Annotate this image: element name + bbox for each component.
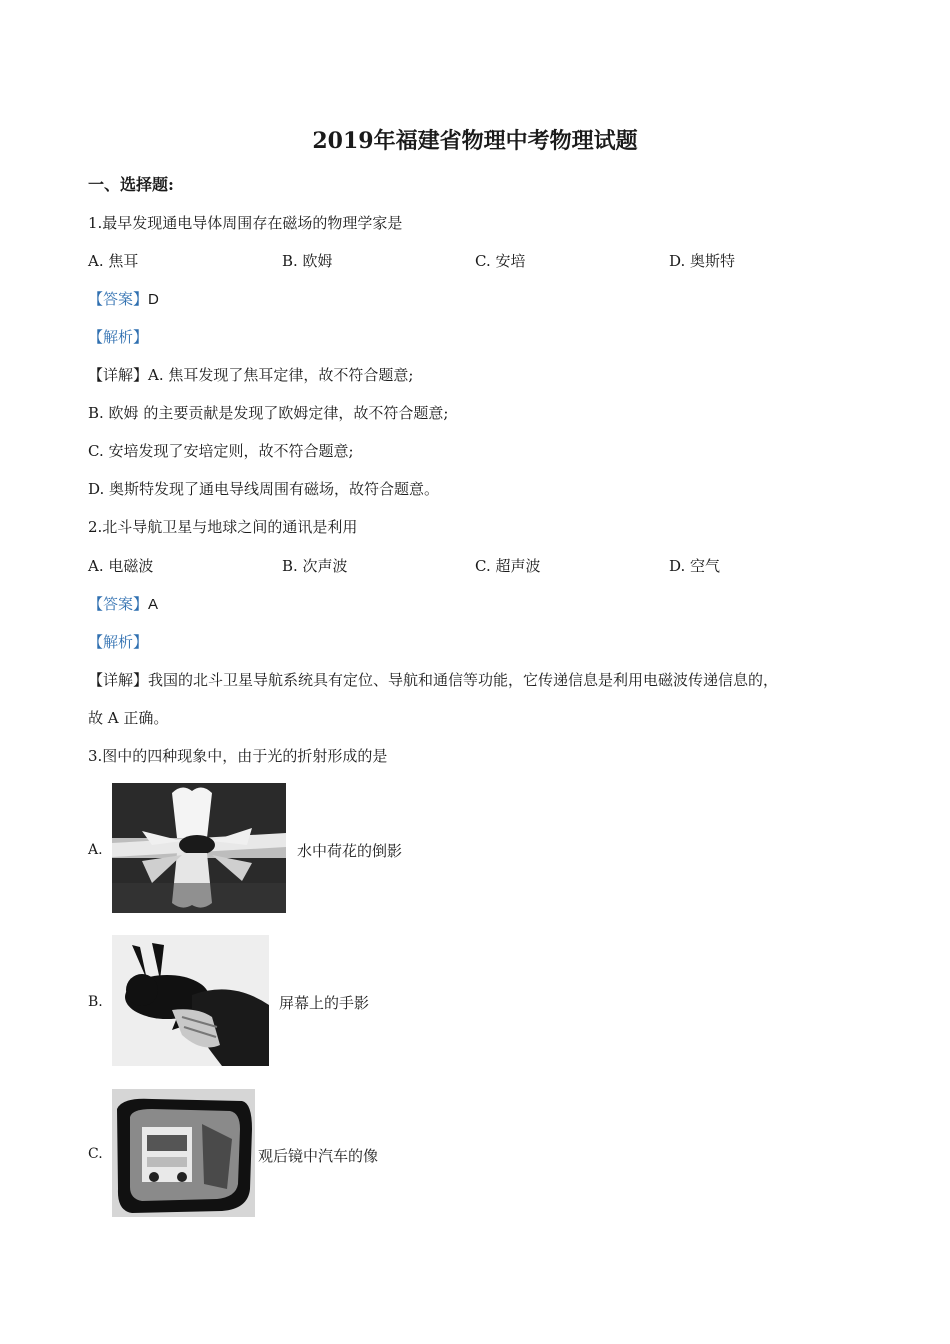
answer-value: D xyxy=(148,291,159,308)
q3-option-c-letter: C. xyxy=(88,1146,103,1162)
q1-detail-3: C. 安培发现了安培定则，故不符合题意; xyxy=(88,442,354,460)
q1-detail-4: D. 奥斯特发现了通电导线周围有磁场，故符合题意。 xyxy=(88,480,440,498)
rearview-mirror-image xyxy=(112,1089,255,1217)
q3-option-a-caption: 水中荷花的倒影 xyxy=(297,842,403,860)
q1-detail-1: 【详解】A. 焦耳发现了焦耳定律，故不符合题意; xyxy=(88,366,414,384)
answer-label: 【答案】 xyxy=(88,595,149,613)
q1-detail-2: B. 欧姆 的主要贡献是发现了欧姆定律，故不符合题意; xyxy=(88,404,449,422)
q2-answer xyxy=(88,593,158,614)
q3-option-b-caption: 屏幕上的手影 xyxy=(279,994,370,1012)
q2-option-c: C. 超声波 xyxy=(475,557,541,575)
hand-shadow-image xyxy=(112,935,269,1066)
q1-option-b: B. 欧姆 xyxy=(282,252,333,270)
q2-stem: 2.北斗导航卫星与地球之间的通讯是利用 xyxy=(88,518,358,536)
q2-option-a: A. 电磁波 xyxy=(88,557,154,575)
q3-option-c-caption: 观后镜中汽车的像 xyxy=(258,1147,379,1165)
q2-option-d: D. 空气 xyxy=(669,557,721,575)
q2-analysis-label: 【解析】 xyxy=(88,633,149,651)
q3-option-a-letter: A. xyxy=(88,842,103,858)
section-heading: 一、选择题: xyxy=(88,175,174,194)
q1-option-a: A. 焦耳 xyxy=(88,252,139,270)
q1-stem: 1.最早发现通电导体周围存在磁场的物理学家是 xyxy=(88,214,403,232)
q1-analysis-label: 【解析】 xyxy=(88,328,149,346)
q3-option-b-letter: B. xyxy=(88,994,103,1010)
q2-detail-2: 故 A 正确。 xyxy=(88,709,169,727)
q1-option-d: D. 奥斯特 xyxy=(669,252,736,270)
q3-stem: 3.图中的四种现象中，由于光的折射形成的是 xyxy=(88,747,388,765)
page-title: 2019年福建省物理中考物理试题 xyxy=(312,128,638,154)
lotus-reflection-image xyxy=(112,783,286,913)
answer-label: 【答案】 xyxy=(88,290,149,308)
q1-option-c: C. 安培 xyxy=(475,252,526,270)
q2-detail-1: 【详解】我国的北斗卫星导航系统具有定位、导航和通信等功能，它传递信息是利用电磁波传递信息的， xyxy=(88,671,779,689)
q1-answer xyxy=(88,288,159,309)
q2-option-b: B. 次声波 xyxy=(282,557,348,575)
answer-value: A xyxy=(148,596,159,613)
